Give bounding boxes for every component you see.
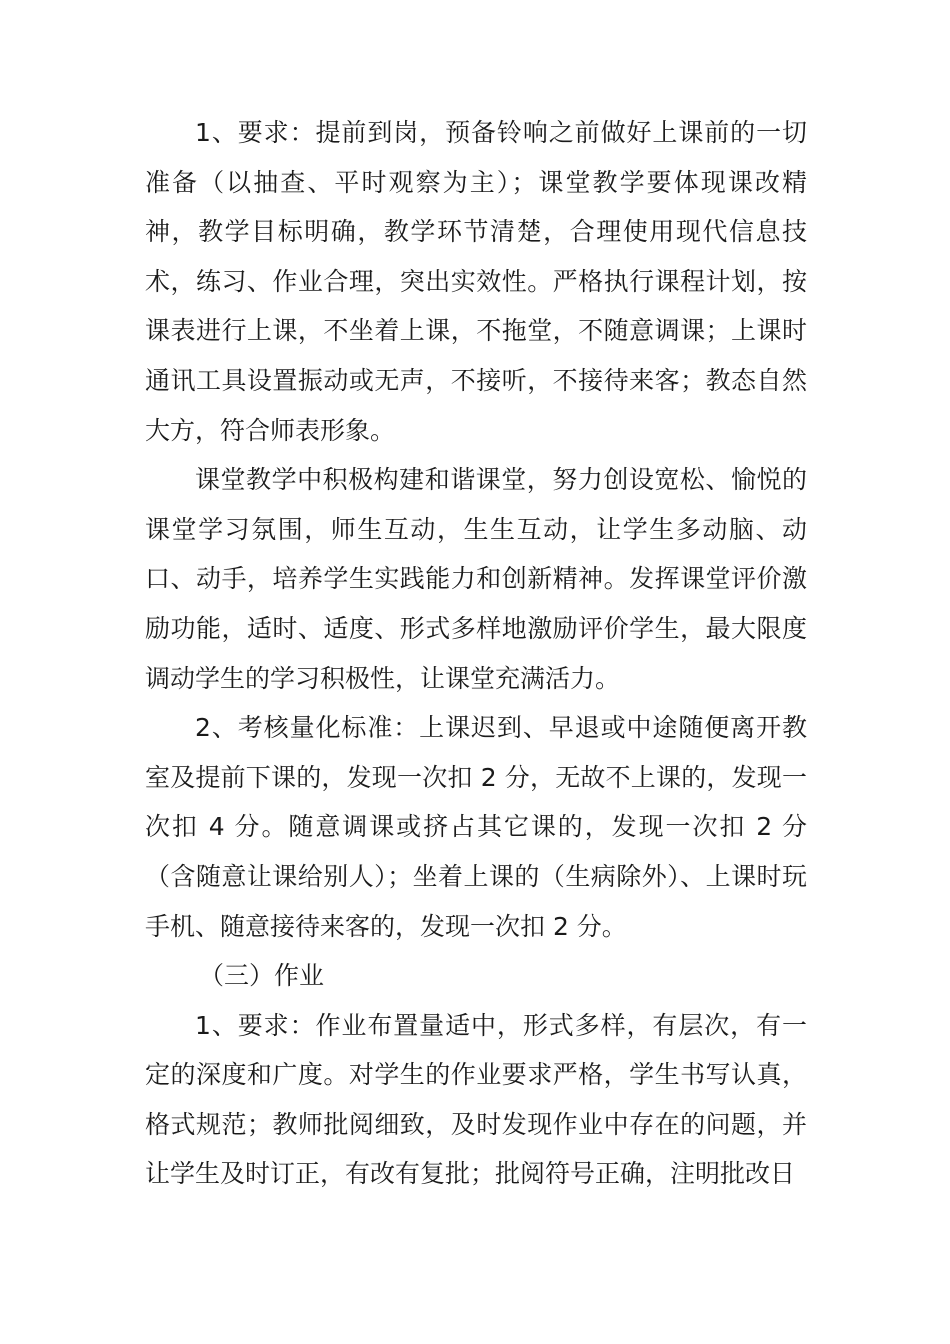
paragraph-homework-requirements: 1、要求：作业布置量适中，形式多样，有层次，有一定的深度和广度。对学生的作业要求严格，学生书写认真，格式规范；教师批阅细致，及时发现作业中存在的问题，并让学生及时订正，有改有复批；批阅符号正确，注明批改日 <box>145 1010 807 1189</box>
document-body <box>145 108 807 1199</box>
section-heading-homework: （三）作业 <box>199 961 325 991</box>
paragraph-harmonious-classroom: 课堂教学中积极构建和谐课堂，努力创设宽松、愉悦的课堂学习氛围，师生互动，生生互动，让学生多动脑、动口、动手，培养学生实践能力和创新精神。发挥课堂评价激励功能，适时、适度、形式多样地激励评价学生，最大限度调动学生的学习积极性，让课堂充满活力。 <box>145 465 807 693</box>
paragraph-requirements: 1、要求：提前到岗，预备铃响之前做好上课前的一切准备（以抽查、平时观察为主）；课堂教学要体现课改精神，教学目标明确，教学环节清楚，合理使用现代信息技术，练习、作业合理，突出实效性。严格执行课程计划，按课表进行上课，不坐着上课，不拖堂，不随意调课；上课时通讯工具设置振动或无声，不接听，不接待来客；教态自然大方，符合师表形象。 <box>145 118 807 445</box>
paragraph-assessment-standard: 2、考核量化标准：上课迟到、早退或中途随便离开教室及提前下课的，发现一次扣 2 分，无故不上课的，发现一次扣 4 分。随意调课或挤占其它课的，发现一次扣 2 分（含随意让课给别人）；坐着上课的（生病除外）、上课时玩手机、随意接待来客的，发现一次扣 2 分。 <box>145 713 807 941</box>
